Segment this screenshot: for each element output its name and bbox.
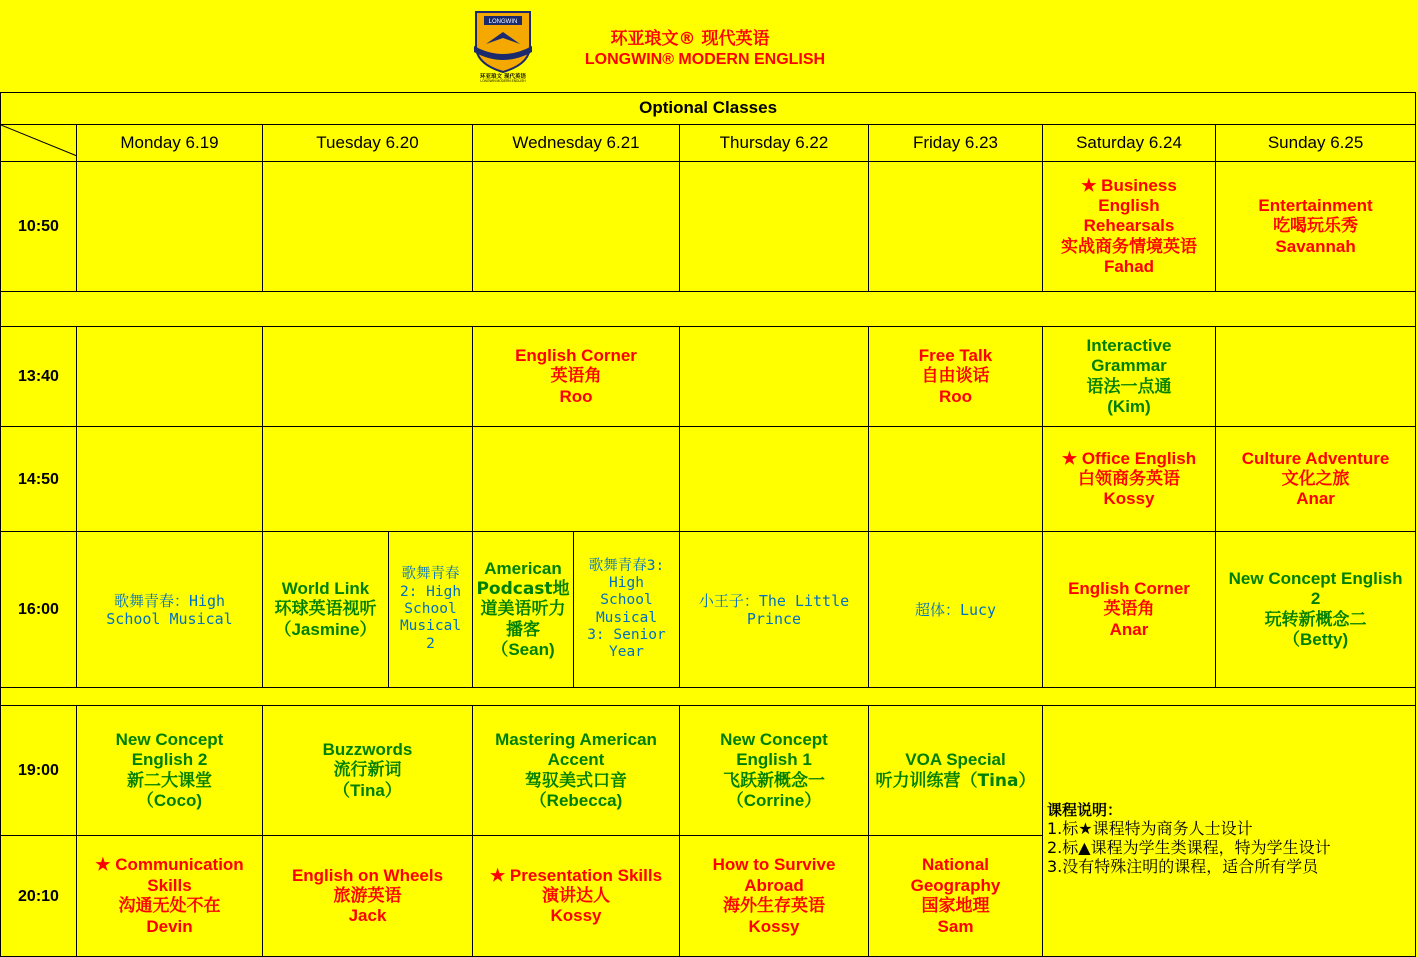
svg-text:LONGWIN: LONGWIN [488,19,518,25]
empty-cell [473,427,680,532]
day-header: Wednesday 6.21 [473,125,680,162]
class-cell: Culture Adventure 文化之旅 Anar [1216,427,1416,532]
longwin-logo [470,6,536,82]
day-header: Thursday 6.22 [680,125,869,162]
time-label: 19:00 [1,706,77,836]
class-cell: English on Wheels 旅游英语 Jack [263,836,473,957]
class-cell: 歌舞青春：High School Musical [77,532,263,688]
class-cell: How to Survive Abroad 海外生存英语 Kossy [680,836,869,957]
table-caption: Optional Classes [1,93,1416,125]
empty-cell [263,427,473,532]
day-header: Sunday 6.25 [1216,125,1416,162]
class-cell: English Corner 英语角 Anar [1043,532,1216,688]
class-cell: Entertainment 吃喝玩乐秀 Savannah [1216,162,1416,292]
break-row [1,688,1416,706]
title-english: LONGWIN® MODERN ENGLISH [584,51,826,68]
time-label: 10:50 [1,162,77,292]
empty-cell [680,327,869,427]
course-notes: 课程说明： 1.标★课程特为商务人士设计 2.标▲课程为学生类课程，特为学生设计 3.没有特殊注明的课程，适合所有学员 [1043,706,1416,957]
empty-cell [869,427,1043,532]
empty-cell [869,162,1043,292]
class-cell: 歌舞青春 2: High School Musical 2 [389,532,473,688]
diagonal-line [1,125,77,156]
day-header: Friday 6.23 [869,125,1043,162]
class-cell: National Geography 国家地理 Sam [869,836,1043,957]
empty-cell [77,427,263,532]
class-cell: New Concept English 1 飞跃新概念一 （Corrine） [680,706,869,836]
class-cell: 超体：Lucy [869,532,1043,688]
break-row [1,292,1416,327]
empty-cell [680,162,869,292]
corner-cell [1,125,77,162]
class-cell: ★ Business English Rehearsals 实战商务情境英语 Fahad [1043,162,1216,292]
empty-cell [1216,327,1416,427]
class-cell: 小王子：The Little Prince [680,532,869,688]
empty-cell [77,327,263,427]
class-cell: New Concept English 2 玩转新概念二 （Betty) [1216,532,1416,688]
day-header: Saturday 6.24 [1043,125,1216,162]
svg-text:LONGWIN MODERN ENGLISH: LONGWIN MODERN ENGLISH [480,79,526,82]
time-label: 16:00 [1,532,77,688]
empty-cell [263,327,473,427]
empty-cell [680,427,869,532]
class-cell: New Concept English 2 新二大课堂 （Coco) [77,706,263,836]
svg-text:环亚琅文 现代英语: 环亚琅文 现代英语 [480,74,526,80]
class-cell: English Corner 英语角 Roo [473,327,680,427]
empty-cell [473,162,680,292]
empty-cell [263,162,473,292]
day-header: Tuesday 6.20 [263,125,473,162]
empty-cell [77,162,263,292]
class-cell: ★ Presentation Skills 演讲达人 Kossy [473,836,680,957]
class-cell: World Link 环球英语视听 （Jasmine） [263,532,389,688]
day-header: Monday 6.19 [77,125,263,162]
class-cell: ★ Communication Skills 沟通无处不在 Devin [77,836,263,957]
class-cell: American Podcast地 道美语听力 播客 （Sean) [473,532,574,688]
time-label: 14:50 [1,427,77,532]
title-chinese: 环亚琅文® 现代英语 [610,29,770,49]
class-cell: Free Talk 自由谈话 Roo [869,327,1043,427]
class-cell: Buzzwords 流行新词 （Tina） [263,706,473,836]
page-header [0,0,1418,90]
schedule-table [0,92,1416,957]
time-label: 13:40 [1,327,77,427]
class-cell: Interactive Grammar 语法一点通 (Kim) [1043,327,1216,427]
class-cell: ★ Office English 白领商务英语 Kossy [1043,427,1216,532]
class-cell: VOA Special 听力训练营（Tina） [869,706,1043,836]
class-cell: Mastering American Accent 驾驭美式口音 （Rebecca) [473,706,680,836]
class-cell: 歌舞青春3: High School Musical 3: Senior Year [574,532,680,688]
time-label: 20:10 [1,836,77,957]
